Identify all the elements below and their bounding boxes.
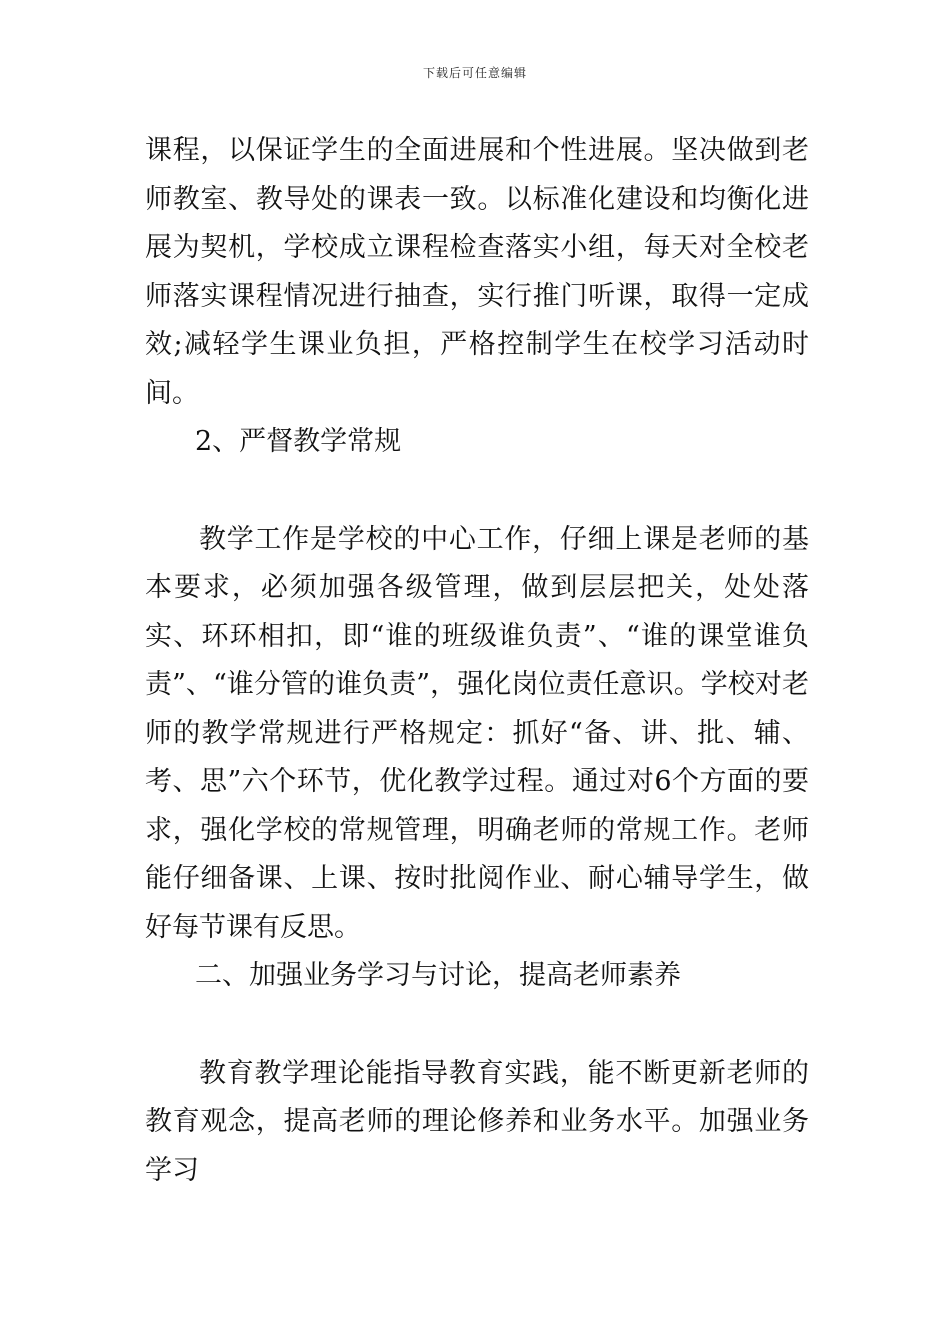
document-body	[145, 127, 809, 1195]
section-heading-teaching-routine: 2、严督教学常规	[195, 426, 402, 457]
page-header-note: 下载后可任意编辑	[422, 66, 527, 80]
paragraph-professional-learning: 教育教学理论能指导教育实践，能不断更新老师的教育观念，提高老师的理论修养和业务水平。加强业务学习	[145, 1057, 809, 1186]
paragraph-teaching-routine: 教学工作是学校的中心工作，仔细上课是老师的基本要求，必须加强各级管理，做到层层把关，处处落实、环环相扣，即“谁的班级谁负责”、“谁的课堂谁负责”、“谁分管的谁负责”，强化岗位责任意识。学校对老师的教学常规进行严格规定：抓好“备、讲、批、辅、考、思”六个环节，优化教学过程。通过对6个方面的要求，强化学校的常规管理，明确老师的常规工作。老师能仔细备课、上课、按时批阅作业、耐心辅导学生，做好每节课有反思。	[145, 523, 809, 943]
section-heading-professional-learning: 二、加强业务学习与讨论，提高老师素养	[195, 960, 681, 991]
paragraph-course-implementation: 课程，以保证学生的全面进展和个性进展。坚决做到老师教室、教导处的课表一致。以标准化建设和均衡化进展为契机，学校成立课程检查落实小组，每天对全校老师落实课程情况进行抽查，实行推门听课，取得一定成效;减轻学生课业负担，严格控制学生在校学习活动时间。	[145, 135, 809, 409]
